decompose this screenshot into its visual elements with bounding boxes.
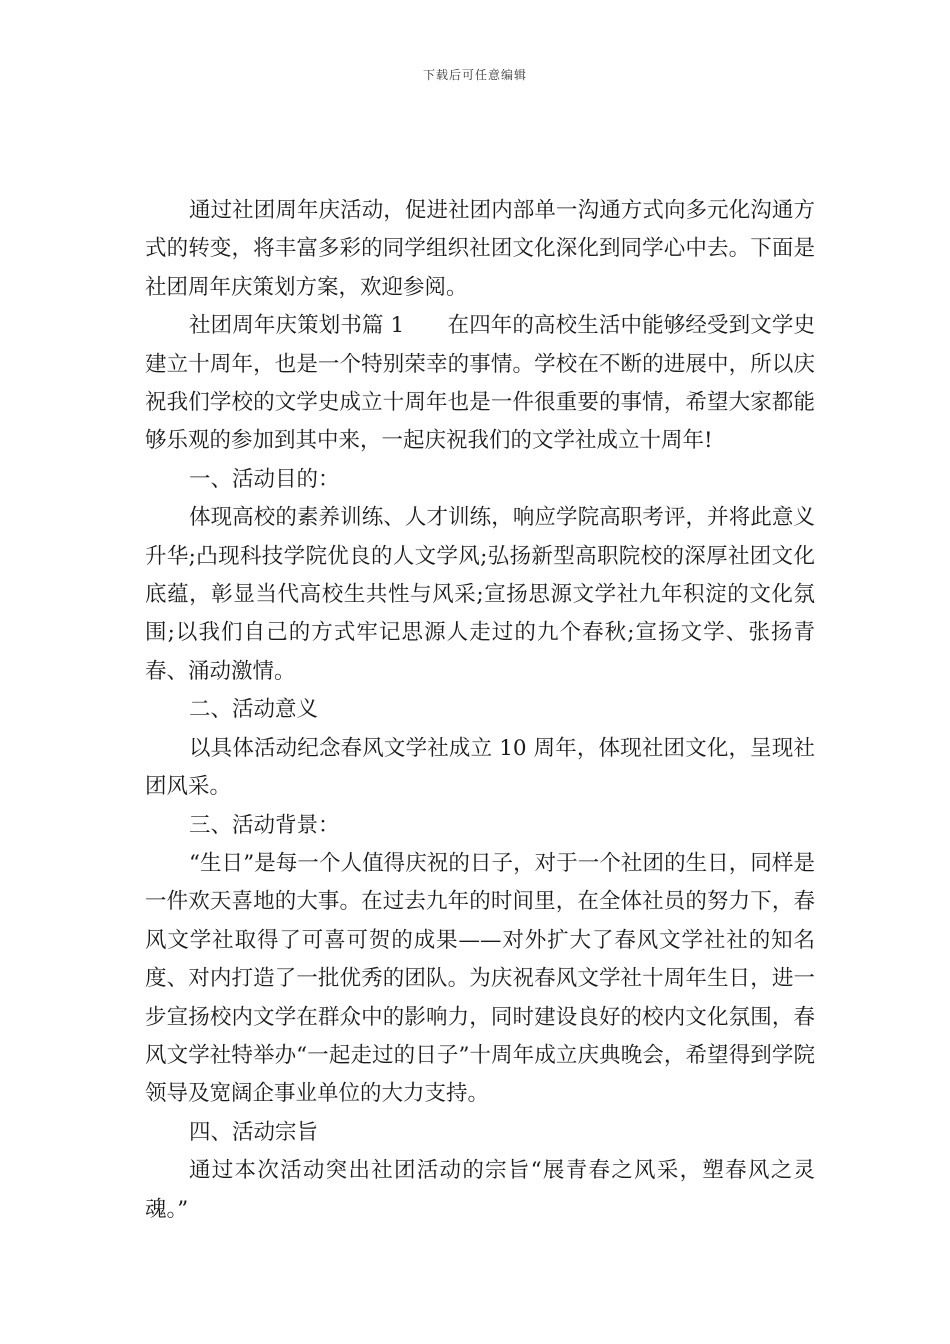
document-body [145,192,815,1229]
heading-activity-aim: 四、活动宗旨 [189,1119,319,1145]
heading-activity-purpose: 一、活动目的： [189,466,340,492]
activity-purpose-paragraph: 体现高校的素养训练、人才训练，响应学院高职考评，并将此意义升华;凸现科技学院优良的人文学风;弘扬新型高职院校的深厚社团文化底蕴，彰显当代高校生共性与风采;宣扬思源文学社九年积淀的文化氛围;以我们自己的方式牢记思源人走过的九个春秋;宣扬文学、张扬青春、涌动激情。 [145,505,815,684]
activity-aim-paragraph: 通过本次活动突出社团活动的宗旨“展青春之风采，塑春风之灵魂。” [145,1158,815,1222]
page-header: 下载后可任意编辑 [422,68,527,82]
heading-activity-meaning: 二、活动意义 [189,697,319,723]
intro-paragraph: 通过社团周年庆活动，促进社团内部单一沟通方式向多元化沟通方式的转变，将丰富多彩的同学组织社团文化深化到同学心中去。下面是社团周年庆策划方案，欢迎参阅。 [145,198,815,300]
activity-meaning-paragraph: 以具体活动纪念春风文学社成立 10 周年，体现社团文化，呈现社团风采。 [145,735,815,800]
section-title-paragraph: 社团周年庆策划书篇 1 在四年的高校生活中能够经受到文学史建立十周年，也是一个特别荣幸的事情。学校在不断的进展中，所以庆祝我们学校的文学史成立十周年也是一件很重要的事情，希望大家都能够乐观的参加到其中来，一起庆祝我们的文学社成立十周年! [145,313,815,454]
heading-activity-background: 三、活动背景： [189,812,340,838]
activity-background-paragraph: “生日”是每一个人值得庆祝的日子，对于一个社团的生日，同样是一件欢天喜地的大事。在过去九年的时间里，在全体社员的努力下，春风文学社取得了可喜可贺的成果——对外扩大了春风文学社社的知名度、对内打造了一批优秀的团队。为庆祝春风文学社十周年生日，进一步宣扬校内文学在群众中的影响力，同时建设良好的校内文化氛围，春风文学社特举办“一起走过的日子”十周年成立庆典晚会，希望得到学院领导及宽阔企事业单位的大力支持。 [145,850,815,1107]
